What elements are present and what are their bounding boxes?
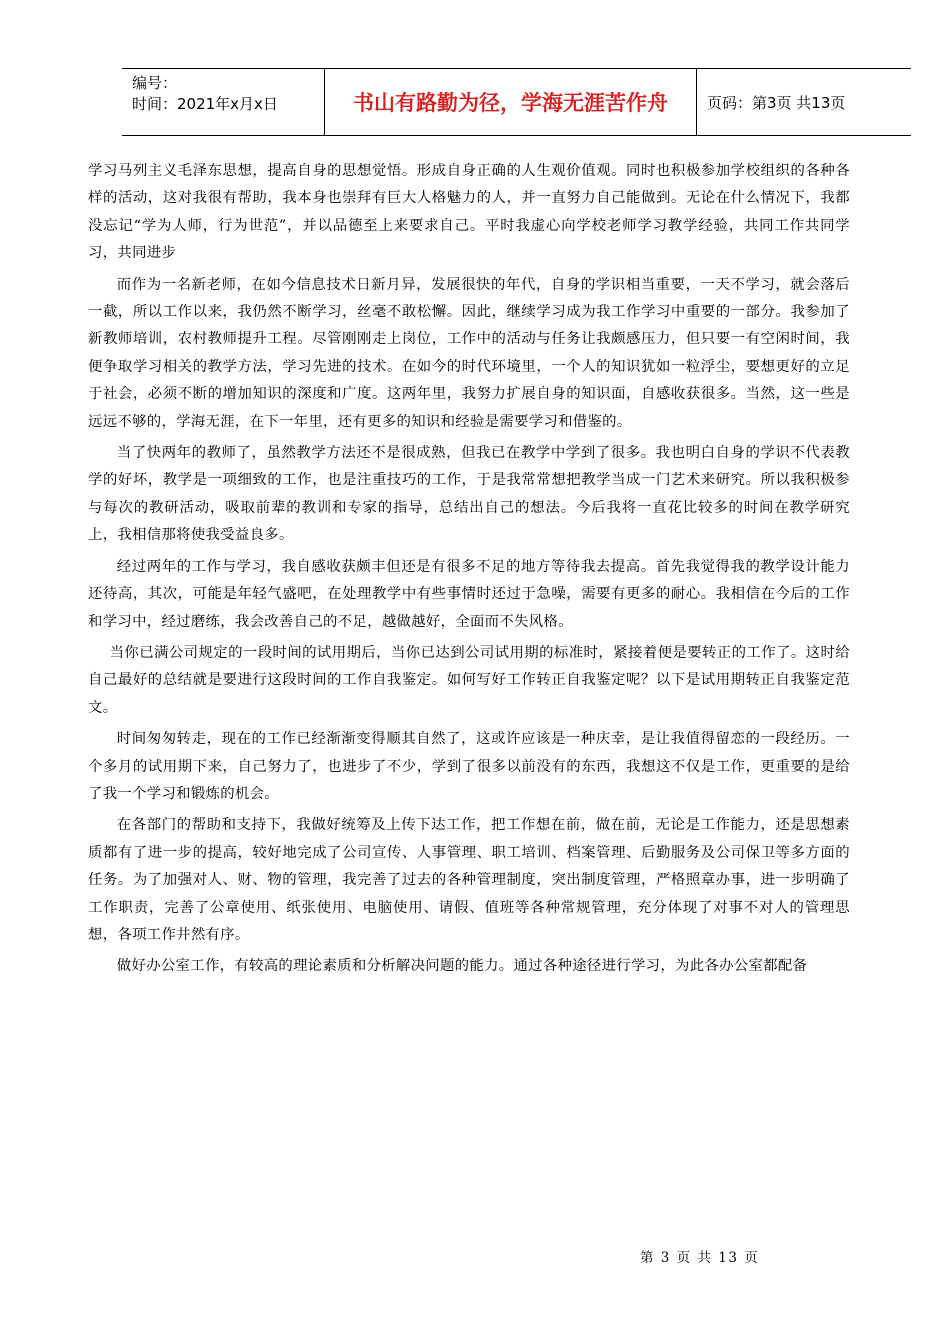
paragraph: 做好办公室工作，有较高的理论素质和分析解决问题的能力。通过各种途径进行学习，为此各办公室都配备 <box>116 958 808 975</box>
paragraph: 当了快两年的教师了，虽然教学方法还不是很成熟，但我已在教学中学到了很多。我也明白自身的学识不代表教学的好坏，教学是一项细致的工作，也是注重技巧的工作，于是我常常想把教学当成一门艺术来研究。所以我积极参与每次的教研活动，吸取前辈的教训和专家的指导，总结出自己的想法。今后我将一直花比较多的时间在教学研究上，我相信那将使我受益良多。 <box>88 445 850 544</box>
paragraph: 在各部门的帮助和支持下，我做好统筹及上传下达工作，把工作想在前，做在前，无论是工作能力，还是思想素质都有了进一步的提高，较好地完成了公司宣传、人事管理、职工培训、档案管理、后勤服务及公司保卫等多方面的任务。为了加强对人、财、物的管理，我完善了过去的各种管理制度，突出制度管理，严格照章办事，进一步明确了工作职责，完善了公章使用、纸张使用、电脑使用、请假、值班等各种常规管理，充分体现了对事不对人的管理思想，各项工作井然有序。 <box>88 817 850 943</box>
page-header <box>122 68 911 136</box>
paragraph: 当你已满公司规定的一段时间的试用期后，当你已达到公司试用期的标准时，紧接着便是要转正的工作了。这时给自己最好的总结就是要进行这段时间的工作自我鉴定。如何写好工作转正自我鉴定呢？以下是试用期转正自我鉴定范文。 <box>88 644 850 716</box>
header-motto: 书山有路勤为径，学海无涯苦作舟 <box>324 69 697 135</box>
header-page-number: 页码：第3页 共13页 <box>707 93 846 112</box>
paragraph: 学习马列主义毛泽东思想，提高自身的思想觉悟。形成自身正确的人生观价值观。同时也积极参加学校组织的各种各样的活动，这对我很有帮助，我本身也崇拜有巨大人格魅力的人，并一直努力自己能做到。无论在什么情况下，我都没忘记“学为人师，行为世范”，并以品德至上来要求自己。平时我虚心向学校老师学习教学经验，共同工作共同学习，共同进步 <box>88 163 850 262</box>
code-label: 编号： <box>132 74 178 92</box>
document-body <box>88 158 850 985</box>
page-footer: 第 3 页 共 13 页 <box>640 1250 760 1266</box>
paragraph: 而作为一名新老师，在如今信息技术日新月异，发展很快的年代，自身的学识相当重要，一天不学习，就会落后一截，所以工作以来，我仍然不断学习，丝毫不敢松懈。因此，继续学习成为我工作学习中重要的一部分。我参加了新教师培训，农村教师提升工程。尽管刚刚走上岗位，工作中的活动与任务让我颇感压力，但只要一有空闲时间，我便争取学习相关的教学方法，学习先进的技术。在如今的时代环境里，一个人的知识犹如一粒浮尘，要想更好的立足于社会，必须不断的增加知识的深度和广度。这两年里，我努力扩展自身的知识面，自感收获很多。当然，这一些是远远不够的，学海无涯，在下一年里，还有更多的知识和经验是需要学习和借鉴的。 <box>88 276 850 430</box>
time-label: 时间：2021年x月x日 <box>132 95 278 113</box>
header-meta <box>122 69 324 135</box>
paragraph: 经过两年的工作与学习，我自感收获颇丰但还是有很多不足的地方等待我去提高。首先我觉得我的教学设计能力还待高，其次，可能是年轻气盛吧，在处理教学中有些事情时还过于急噪，需要有更多的耐心。我相信在今后的工作和学习中，经过磨练，我会改善自己的不足，越做越好，全面而不失风格。 <box>88 558 850 630</box>
paragraph: 时间匆匆转走，现在的工作已经渐渐变得顺其自然了，这或许应该是一种庆幸，是让我值得留恋的一段经历。一个多月的试用期下来，自己努力了，也进步了不少，学到了很多以前没有的东西，我想这不仅是工作，更重要的是给了我一个学习和锻炼的机会。 <box>88 731 850 802</box>
